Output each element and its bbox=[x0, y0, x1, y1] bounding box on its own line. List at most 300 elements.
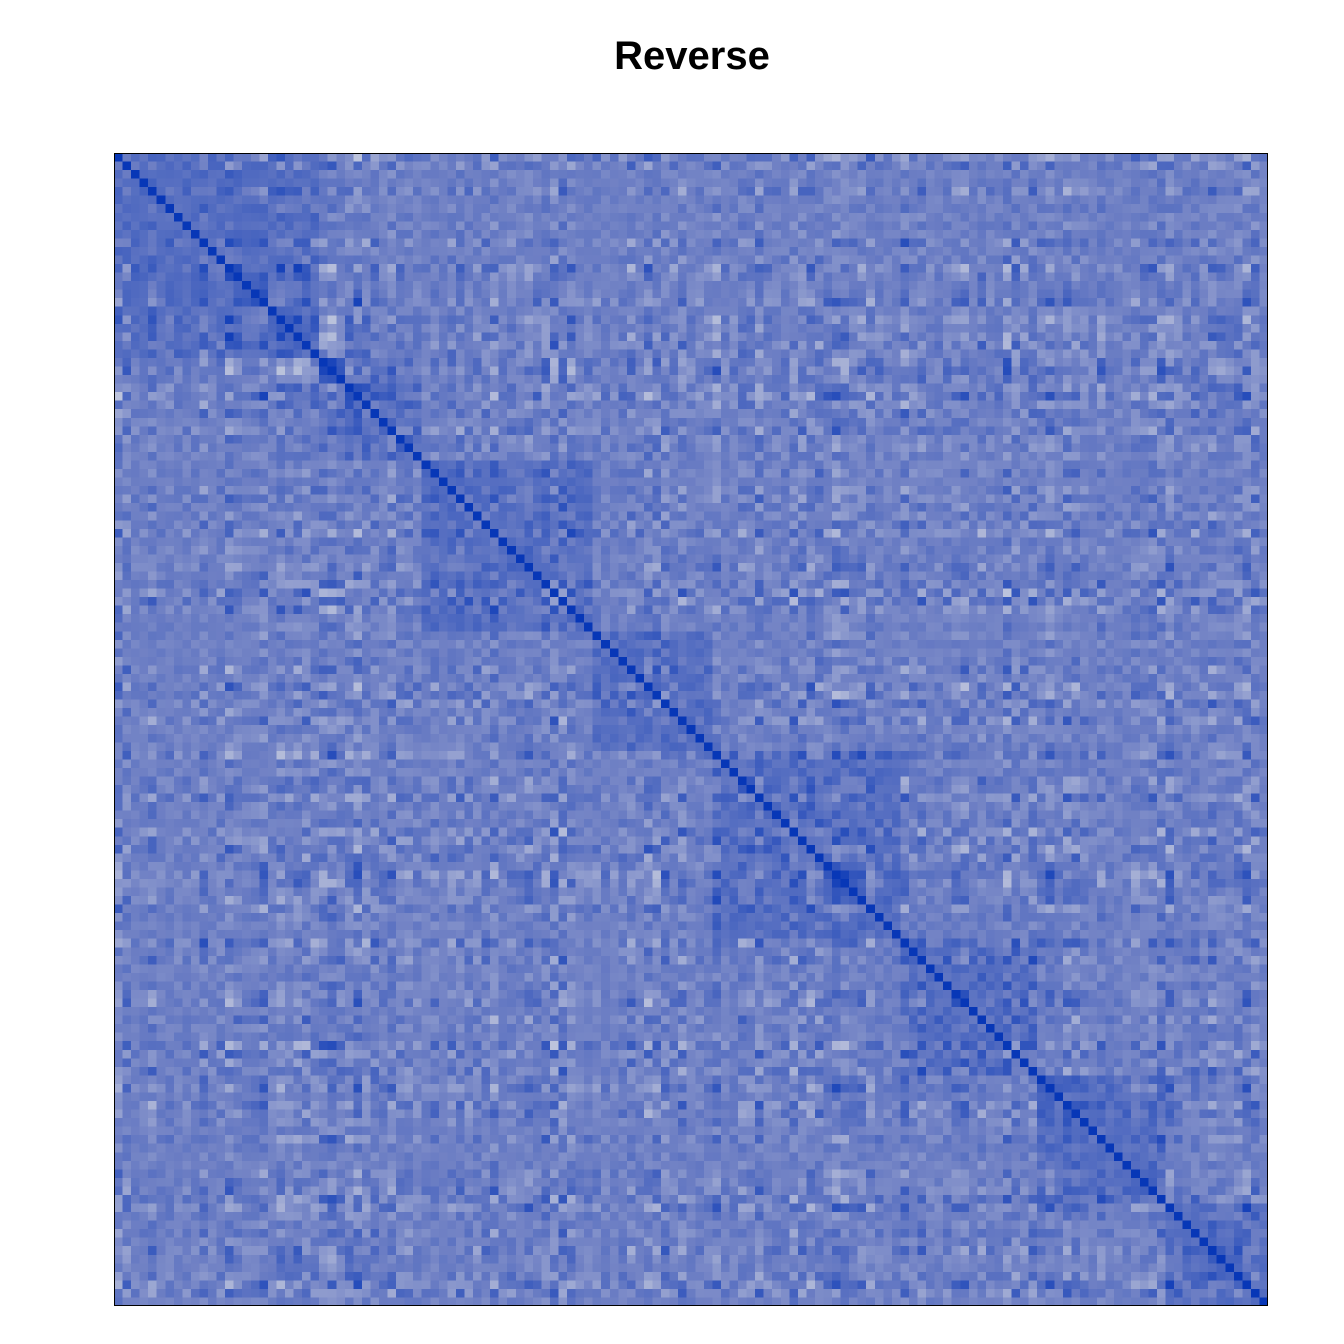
heatmap-cell bbox=[883, 196, 892, 205]
heatmap-cell bbox=[353, 247, 362, 256]
heatmap-cell bbox=[473, 221, 482, 230]
heatmap-cell bbox=[405, 255, 414, 264]
heatmap-cell bbox=[1148, 443, 1157, 452]
heatmap-cell bbox=[191, 401, 200, 410]
heatmap-cell bbox=[977, 435, 986, 444]
heatmap-cell bbox=[1191, 409, 1200, 418]
heatmap-cell bbox=[712, 358, 721, 367]
heatmap-cell bbox=[858, 418, 867, 427]
heatmap-cell bbox=[977, 290, 986, 299]
heatmap-cell bbox=[789, 418, 798, 427]
heatmap-cell bbox=[1114, 332, 1123, 341]
heatmap-cell bbox=[157, 307, 166, 316]
heatmap-cell bbox=[1054, 213, 1063, 222]
heatmap-cell bbox=[464, 213, 473, 222]
heatmap-cell bbox=[559, 255, 568, 264]
heatmap-cell bbox=[798, 367, 807, 376]
heatmap-cell bbox=[165, 255, 174, 264]
heatmap-cell bbox=[439, 255, 448, 264]
heatmap-cell bbox=[567, 281, 576, 290]
heatmap-cell bbox=[388, 324, 397, 333]
heatmap-cell bbox=[524, 255, 533, 264]
heatmap-cell bbox=[593, 170, 602, 179]
heatmap-cell bbox=[1123, 187, 1132, 196]
heatmap-cell bbox=[738, 290, 747, 299]
heatmap-cell bbox=[712, 238, 721, 247]
heatmap-cell bbox=[772, 187, 781, 196]
heatmap-cell bbox=[1234, 187, 1243, 196]
heatmap-cell bbox=[1054, 435, 1063, 444]
heatmap-cell bbox=[653, 315, 662, 324]
heatmap-cell bbox=[1200, 290, 1209, 299]
heatmap-cell bbox=[140, 332, 149, 341]
heatmap-cell bbox=[541, 196, 550, 205]
heatmap-cell bbox=[883, 375, 892, 384]
heatmap-cell bbox=[524, 452, 533, 461]
heatmap-cell bbox=[960, 418, 969, 427]
heatmap-cell bbox=[482, 273, 491, 282]
heatmap-cell bbox=[823, 298, 832, 307]
heatmap-cell bbox=[892, 409, 901, 418]
heatmap-cell bbox=[687, 298, 696, 307]
heatmap-cell bbox=[396, 170, 405, 179]
heatmap-cell bbox=[319, 281, 328, 290]
heatmap-cell bbox=[866, 247, 875, 256]
heatmap-cell bbox=[1037, 273, 1046, 282]
heatmap-cell bbox=[1088, 349, 1097, 358]
heatmap-cell bbox=[747, 273, 756, 282]
heatmap-cell bbox=[678, 196, 687, 205]
heatmap-cell bbox=[165, 315, 174, 324]
heatmap-cell bbox=[627, 418, 636, 427]
heatmap-cell bbox=[208, 384, 217, 393]
heatmap-cell bbox=[430, 230, 439, 239]
heatmap-cell bbox=[1080, 213, 1089, 222]
heatmap-cell bbox=[148, 221, 157, 230]
heatmap-cell bbox=[593, 392, 602, 401]
heatmap-cell bbox=[276, 153, 285, 162]
heatmap-cell bbox=[1063, 238, 1072, 247]
heatmap-cell bbox=[482, 324, 491, 333]
heatmap-cell bbox=[678, 213, 687, 222]
heatmap-cell bbox=[926, 375, 935, 384]
heatmap-cell bbox=[1259, 273, 1268, 282]
heatmap-cell bbox=[140, 179, 149, 188]
heatmap-cell bbox=[601, 255, 610, 264]
heatmap-cell bbox=[1200, 264, 1209, 273]
heatmap-cell bbox=[1191, 460, 1200, 469]
heatmap-cell bbox=[1242, 452, 1251, 461]
heatmap-cell bbox=[388, 290, 397, 299]
heatmap-cell bbox=[405, 238, 414, 247]
heatmap-cell bbox=[635, 162, 644, 171]
heatmap-cell bbox=[747, 460, 756, 469]
heatmap-cell bbox=[584, 460, 593, 469]
heatmap-cell bbox=[456, 401, 465, 410]
heatmap-cell bbox=[430, 281, 439, 290]
heatmap-cell bbox=[627, 170, 636, 179]
heatmap-cell bbox=[157, 460, 166, 469]
heatmap-cell bbox=[832, 221, 841, 230]
heatmap-cell bbox=[943, 315, 952, 324]
heatmap-cell bbox=[208, 264, 217, 273]
heatmap-cell bbox=[858, 170, 867, 179]
heatmap-cell bbox=[601, 221, 610, 230]
heatmap-cell bbox=[1054, 204, 1063, 213]
heatmap-cell bbox=[1200, 187, 1209, 196]
heatmap-cell bbox=[704, 375, 713, 384]
heatmap-cell bbox=[174, 281, 183, 290]
heatmap-cell bbox=[422, 204, 431, 213]
heatmap-cell bbox=[977, 409, 986, 418]
heatmap-cell bbox=[926, 230, 935, 239]
heatmap-cell bbox=[969, 358, 978, 367]
heatmap-cell bbox=[841, 384, 850, 393]
heatmap-cell bbox=[225, 264, 234, 273]
heatmap-cell bbox=[601, 315, 610, 324]
heatmap-cell bbox=[311, 315, 320, 324]
heatmap-cell bbox=[516, 238, 525, 247]
heatmap-cell bbox=[832, 409, 841, 418]
heatmap-cell bbox=[114, 443, 123, 452]
heatmap-cell bbox=[302, 153, 311, 162]
heatmap-cell bbox=[388, 255, 397, 264]
heatmap-cell bbox=[1106, 290, 1115, 299]
heatmap-cell bbox=[1259, 460, 1268, 469]
heatmap-cell bbox=[721, 264, 730, 273]
heatmap-cell bbox=[687, 409, 696, 418]
heatmap-cell bbox=[1106, 324, 1115, 333]
heatmap-cell bbox=[345, 170, 354, 179]
heatmap-cell bbox=[892, 401, 901, 410]
heatmap-cell bbox=[567, 452, 576, 461]
heatmap-cell bbox=[1106, 196, 1115, 205]
heatmap-cell bbox=[687, 204, 696, 213]
heatmap-cell bbox=[379, 196, 388, 205]
heatmap-cell bbox=[704, 179, 713, 188]
heatmap-cell bbox=[1183, 418, 1192, 427]
heatmap-cell bbox=[319, 443, 328, 452]
heatmap-cell bbox=[422, 349, 431, 358]
heatmap-cell bbox=[926, 204, 935, 213]
heatmap-cell bbox=[627, 358, 636, 367]
heatmap-cell bbox=[721, 332, 730, 341]
heatmap-cell bbox=[841, 315, 850, 324]
heatmap-cell bbox=[1114, 367, 1123, 376]
heatmap-cell bbox=[764, 213, 773, 222]
heatmap-cell bbox=[490, 367, 499, 376]
heatmap-cell bbox=[935, 179, 944, 188]
heatmap-cell bbox=[1012, 460, 1021, 469]
heatmap-cell bbox=[294, 298, 303, 307]
heatmap-cell bbox=[328, 221, 337, 230]
heatmap-cell bbox=[721, 375, 730, 384]
heatmap-cell bbox=[550, 324, 559, 333]
heatmap-cell bbox=[114, 452, 123, 461]
heatmap-cell bbox=[370, 204, 379, 213]
heatmap-cell bbox=[815, 298, 824, 307]
heatmap-cell bbox=[1003, 358, 1012, 367]
heatmap-cell bbox=[1054, 452, 1063, 461]
heatmap-cell bbox=[1242, 332, 1251, 341]
heatmap-cell bbox=[294, 384, 303, 393]
heatmap-cell bbox=[550, 247, 559, 256]
heatmap-cell bbox=[635, 204, 644, 213]
heatmap-cell bbox=[969, 418, 978, 427]
heatmap-cell bbox=[892, 426, 901, 435]
heatmap-cell bbox=[695, 358, 704, 367]
heatmap-cell bbox=[952, 290, 961, 299]
heatmap-cell bbox=[1191, 230, 1200, 239]
heatmap-cell bbox=[114, 247, 123, 256]
heatmap-cell bbox=[823, 290, 832, 299]
heatmap-cell bbox=[302, 324, 311, 333]
heatmap-cell bbox=[1114, 273, 1123, 282]
heatmap-cell bbox=[225, 170, 234, 179]
heatmap-cell bbox=[379, 349, 388, 358]
heatmap-cell bbox=[1174, 238, 1183, 247]
heatmap-cell bbox=[490, 290, 499, 299]
heatmap-cell bbox=[276, 341, 285, 350]
heatmap-cell bbox=[490, 162, 499, 171]
heatmap-cell bbox=[1225, 264, 1234, 273]
heatmap-cell bbox=[1037, 255, 1046, 264]
heatmap-cell bbox=[456, 315, 465, 324]
heatmap-cell bbox=[806, 162, 815, 171]
heatmap-cell bbox=[832, 367, 841, 376]
heatmap-cell bbox=[182, 384, 191, 393]
heatmap-cell bbox=[755, 375, 764, 384]
heatmap-cell bbox=[541, 367, 550, 376]
heatmap-cell bbox=[644, 418, 653, 427]
heatmap-cell bbox=[199, 324, 208, 333]
heatmap-cell bbox=[661, 196, 670, 205]
heatmap-cell bbox=[225, 238, 234, 247]
heatmap-cell bbox=[721, 238, 730, 247]
heatmap-cell bbox=[806, 409, 815, 418]
heatmap-cell bbox=[1123, 452, 1132, 461]
heatmap-cell bbox=[131, 247, 140, 256]
heatmap-cell bbox=[473, 426, 482, 435]
heatmap-cell bbox=[738, 384, 747, 393]
heatmap-cell bbox=[1242, 273, 1251, 282]
heatmap-cell bbox=[593, 307, 602, 316]
heatmap-cell bbox=[1037, 204, 1046, 213]
heatmap-cell bbox=[653, 418, 662, 427]
heatmap-cell bbox=[892, 162, 901, 171]
heatmap-cell bbox=[729, 230, 738, 239]
heatmap-cell bbox=[687, 196, 696, 205]
heatmap-cell bbox=[909, 401, 918, 410]
heatmap-cell bbox=[1174, 264, 1183, 273]
heatmap-cell bbox=[849, 367, 858, 376]
heatmap-cell bbox=[875, 332, 884, 341]
heatmap-cell bbox=[541, 204, 550, 213]
heatmap-cell bbox=[678, 460, 687, 469]
heatmap-cell bbox=[755, 196, 764, 205]
heatmap-cell bbox=[909, 332, 918, 341]
heatmap-cell bbox=[1131, 452, 1140, 461]
heatmap-cell bbox=[1114, 409, 1123, 418]
heatmap-cell bbox=[1131, 426, 1140, 435]
heatmap-cell bbox=[131, 307, 140, 316]
heatmap-cell bbox=[388, 307, 397, 316]
heatmap-cell bbox=[1063, 418, 1072, 427]
heatmap-cell bbox=[413, 409, 422, 418]
heatmap-cell bbox=[695, 230, 704, 239]
heatmap-cell bbox=[721, 358, 730, 367]
heatmap-cell bbox=[345, 196, 354, 205]
heatmap-cell bbox=[311, 307, 320, 316]
heatmap-cell bbox=[174, 247, 183, 256]
heatmap-cell bbox=[832, 315, 841, 324]
heatmap-cell bbox=[328, 392, 337, 401]
heatmap-cell bbox=[191, 273, 200, 282]
heatmap-cell bbox=[533, 238, 542, 247]
heatmap-cell bbox=[670, 179, 679, 188]
heatmap-cell bbox=[131, 384, 140, 393]
heatmap-cell bbox=[259, 358, 268, 367]
heatmap-cell bbox=[1080, 170, 1089, 179]
heatmap-cell bbox=[165, 187, 174, 196]
heatmap-cell bbox=[806, 196, 815, 205]
heatmap-cell bbox=[259, 238, 268, 247]
heatmap-cell bbox=[507, 153, 516, 162]
heatmap-cell bbox=[772, 238, 781, 247]
heatmap-cell bbox=[1012, 290, 1021, 299]
heatmap-cell bbox=[1123, 435, 1132, 444]
heatmap-cell bbox=[635, 384, 644, 393]
heatmap-cell bbox=[806, 452, 815, 461]
heatmap-cell bbox=[952, 221, 961, 230]
heatmap-cell bbox=[781, 307, 790, 316]
heatmap-cell bbox=[225, 435, 234, 444]
heatmap-cell bbox=[1063, 341, 1072, 350]
heatmap-cell bbox=[601, 401, 610, 410]
heatmap-cell bbox=[379, 162, 388, 171]
heatmap-cell bbox=[781, 349, 790, 358]
heatmap-cell bbox=[1208, 179, 1217, 188]
heatmap-cell bbox=[217, 221, 226, 230]
heatmap-cell bbox=[815, 213, 824, 222]
heatmap-cell bbox=[789, 170, 798, 179]
heatmap-cell bbox=[473, 196, 482, 205]
heatmap-cell bbox=[935, 418, 944, 427]
heatmap-cell bbox=[1131, 401, 1140, 410]
heatmap-cell bbox=[242, 298, 251, 307]
heatmap-cell bbox=[1217, 179, 1226, 188]
heatmap-cell bbox=[704, 367, 713, 376]
heatmap-cell bbox=[841, 187, 850, 196]
heatmap-cell bbox=[926, 273, 935, 282]
heatmap-cell bbox=[1157, 418, 1166, 427]
heatmap-cell bbox=[1080, 452, 1089, 461]
heatmap-cell bbox=[259, 375, 268, 384]
heatmap-cell bbox=[918, 426, 927, 435]
heatmap-cell bbox=[533, 196, 542, 205]
heatmap-cell bbox=[396, 153, 405, 162]
heatmap-cell bbox=[1191, 281, 1200, 290]
heatmap-cell bbox=[1054, 384, 1063, 393]
heatmap-cell bbox=[772, 460, 781, 469]
heatmap-cell bbox=[1106, 307, 1115, 316]
heatmap-cell bbox=[918, 435, 927, 444]
heatmap-cell bbox=[1174, 315, 1183, 324]
heatmap-cell bbox=[482, 307, 491, 316]
heatmap-cell bbox=[336, 221, 345, 230]
heatmap-cell bbox=[841, 324, 850, 333]
heatmap-cell bbox=[661, 307, 670, 316]
heatmap-cell bbox=[259, 213, 268, 222]
heatmap-cell bbox=[413, 187, 422, 196]
heatmap-cell bbox=[798, 426, 807, 435]
heatmap-cell bbox=[832, 187, 841, 196]
heatmap-cell bbox=[1012, 196, 1021, 205]
heatmap-cell bbox=[1191, 324, 1200, 333]
heatmap-cell bbox=[131, 426, 140, 435]
heatmap-cell bbox=[1157, 264, 1166, 273]
heatmap-cell bbox=[1148, 281, 1157, 290]
heatmap-cell bbox=[764, 290, 773, 299]
heatmap-cell bbox=[764, 426, 773, 435]
heatmap-cell bbox=[533, 341, 542, 350]
heatmap-cell bbox=[1251, 349, 1260, 358]
heatmap-cell bbox=[1148, 196, 1157, 205]
heatmap-cell bbox=[1123, 162, 1132, 171]
heatmap-cell bbox=[499, 384, 508, 393]
heatmap-cell bbox=[302, 409, 311, 418]
heatmap-cell bbox=[1140, 341, 1149, 350]
heatmap-cell bbox=[610, 247, 619, 256]
heatmap-cell bbox=[456, 162, 465, 171]
heatmap-cell bbox=[576, 332, 585, 341]
heatmap-cell bbox=[977, 315, 986, 324]
heatmap-cell bbox=[114, 375, 123, 384]
heatmap-cell bbox=[550, 298, 559, 307]
heatmap-cell bbox=[584, 349, 593, 358]
heatmap-cell bbox=[1054, 367, 1063, 376]
heatmap-cell bbox=[1037, 384, 1046, 393]
heatmap-cell bbox=[1020, 384, 1029, 393]
heatmap-cell bbox=[935, 401, 944, 410]
heatmap-cell bbox=[225, 315, 234, 324]
heatmap-cell bbox=[1071, 230, 1080, 239]
heatmap-cell bbox=[1080, 179, 1089, 188]
heatmap-cell bbox=[191, 196, 200, 205]
heatmap-cell bbox=[994, 187, 1003, 196]
heatmap-cell bbox=[1183, 153, 1192, 162]
heatmap-cell bbox=[1251, 221, 1260, 230]
heatmap-cell bbox=[798, 255, 807, 264]
heatmap-cell bbox=[1114, 315, 1123, 324]
heatmap-cell bbox=[1165, 187, 1174, 196]
heatmap-cell bbox=[627, 384, 636, 393]
heatmap-cell bbox=[1063, 435, 1072, 444]
heatmap-cell bbox=[482, 435, 491, 444]
heatmap-cell bbox=[712, 409, 721, 418]
heatmap-cell bbox=[328, 315, 337, 324]
heatmap-cell bbox=[798, 230, 807, 239]
heatmap-cell bbox=[191, 281, 200, 290]
heatmap-cell bbox=[473, 179, 482, 188]
heatmap-cell bbox=[1080, 375, 1089, 384]
heatmap-cell bbox=[1242, 392, 1251, 401]
heatmap-cell bbox=[1088, 204, 1097, 213]
heatmap-cell bbox=[729, 367, 738, 376]
heatmap-cell bbox=[1217, 384, 1226, 393]
heatmap-cell bbox=[199, 230, 208, 239]
heatmap-cell bbox=[943, 170, 952, 179]
